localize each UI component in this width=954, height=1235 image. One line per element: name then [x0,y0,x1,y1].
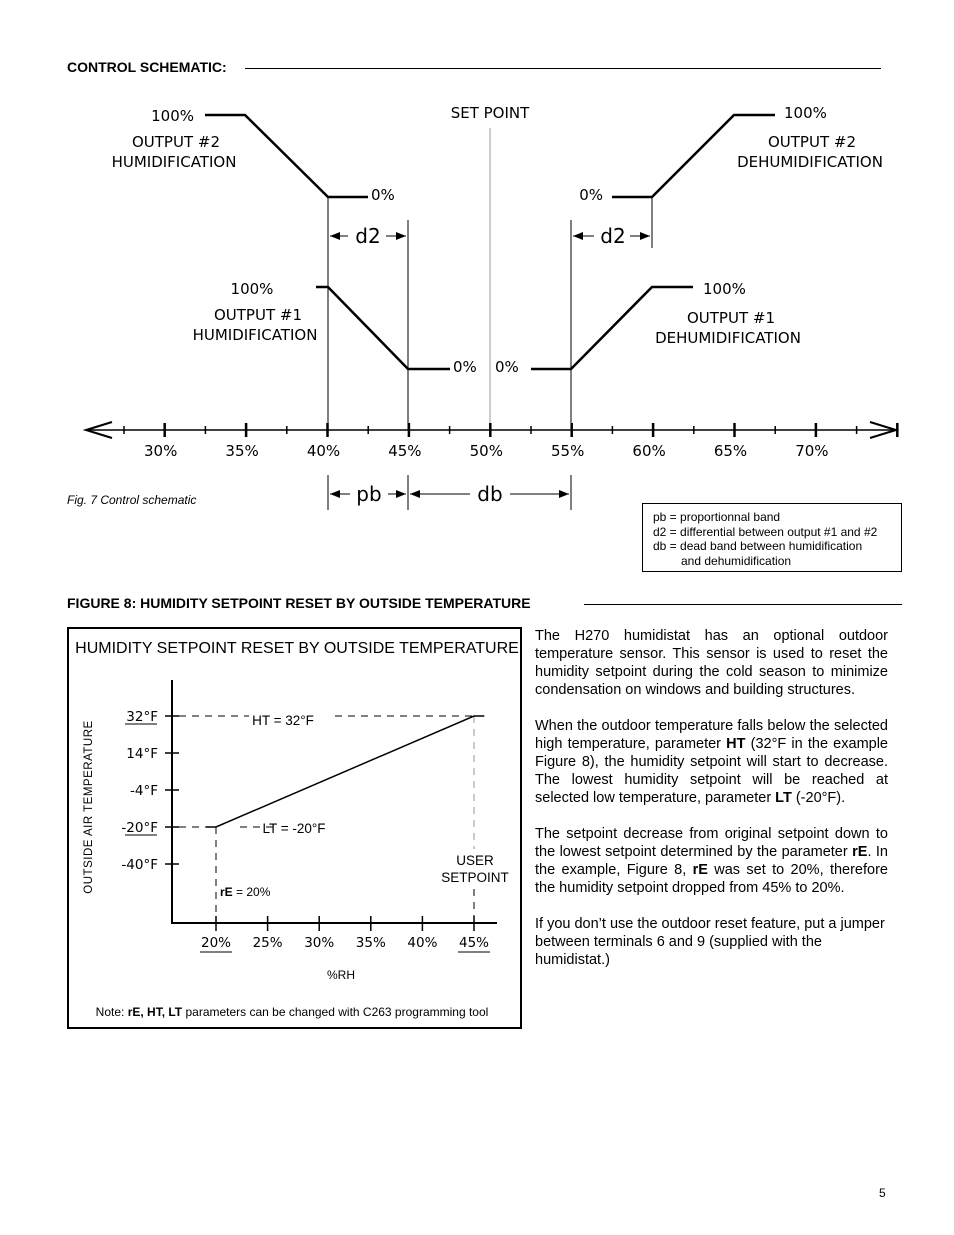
paragraph-4: If you don’t use the outdoor reset feature, put a jumper between terminals 6 and 9 (supplied with the humidistat.) [535,916,885,968]
set-point-label: SET POINT [450,104,530,122]
d2-right-label: d2 [600,224,626,248]
legend-line-pb: pb = proportionnal band [653,510,781,524]
figure8-chart [67,627,522,1029]
dehum2-label2: DEHUMIDIFICATION [737,153,883,171]
section-heading-control-schematic: CONTROL SCHEMATIC: [67,59,227,75]
y-axis-label: OUTSIDE AIR TEMPERATURE [83,720,95,894]
axis-tick-label: 65% [713,442,748,460]
x-tick-label: 25% [252,935,283,951]
d2-left-label: d2 [355,224,381,248]
y-tick-label: 32°F [126,709,158,725]
paragraph-1: The H270 humidistat has an optional outdoor temperature sensor. This sensor is used to reset the humidity setpoint during the cold season to minimize condensation on windows and building structures. [535,628,888,698]
hum1-pct-high: 100% [230,280,274,298]
dehum1-pct-high: 100% [703,280,746,298]
axis-tick-label: 50% [469,442,503,460]
axis-tick-label: 45% [388,442,422,460]
setpoint-label: SETPOINT [441,870,509,885]
hum2-label2: HUMIDIFICATION [111,153,237,171]
paragraph-3: The setpoint decrease from original setpoint down to the lowest setpoint determined by the parameter rE. In the example, Figure 8, rE was set to 20%, therefore the humidity setpoint dropped from 45% to 20%. [535,826,888,896]
legend-line-db-cont: and dehumidification [681,553,792,568]
lt-annotation: LT = -20°F [262,821,326,836]
user-label: USER [456,853,494,868]
legend-line-d2: d2 = differential between output #1 and #2 [653,524,878,539]
hum2-label1: OUTPUT #2 [131,133,221,151]
re-annotation: rE = 20% [220,885,271,899]
axis-tick-label: 60% [632,442,666,460]
control-schematic-diagram [0,0,954,520]
legend-line-db: db = dead band between humidification [653,539,863,553]
x-axis-label: %RH [326,968,356,982]
paragraph-2: When the outdoor temperature falls below the selected high temperature, parameter HT (32°F in the example Figure 8), the humidity setpoint will start to decrease. The lowest humidity setpoint will be reached at selected low temperature, parameter LT (-20°F). [535,718,888,806]
ht-annotation: HT = 32°F [252,713,314,728]
x-tick-label: 20% [200,935,232,951]
chart-note: Note: rE, HT, LT parameters can be changed with C263 programming tool [95,1005,489,1019]
axis-tick-label: 30% [144,442,178,460]
body-text-column [535,627,888,987]
x-tick-label: 40% [407,935,438,951]
dehum1-label1: OUTPUT #1 [686,309,776,327]
pb-label: pb [356,482,382,506]
y-tick-label: 14°F [126,746,158,762]
axis-tick-label: 55% [551,442,585,460]
x-tick-label: 45% [458,935,490,951]
page-number: 5 [879,1186,886,1200]
dehum1-label2: DEHUMIDIFICATION [655,329,801,347]
y-tick-label: -20°F [121,820,158,836]
section-heading-figure8: FIGURE 8: HUMIDITY SETPOINT RESET BY OUTSIDE TEMPERATURE [67,595,531,611]
axis-tick-label: 40% [306,442,341,460]
setpoint-reset-line [206,716,485,827]
hum1-curve [316,287,450,369]
hum1-label2: HUMIDIFICATION [192,326,318,344]
y-tick-label: -4°F [130,783,158,799]
hum2-pct-low: 0% [371,186,395,204]
hum1-label1: OUTPUT #1 [213,306,303,324]
fig7-caption: Fig. 7 Control schematic [67,493,197,507]
heading-rule-2 [584,604,902,605]
dehum2-pct-low: 0% [579,186,603,204]
y-tick-label: -40°F [121,857,158,873]
chart-title: HUMIDITY SETPOINT RESET BY OUTSIDE TEMPERATURE [75,640,519,657]
x-tick-label: 30% [304,935,335,951]
db-label: db [477,482,503,506]
hum2-pct-high: 100% [151,107,194,125]
axis-tick-label: 35% [225,442,259,460]
hum1-pct-low: 0% [453,358,477,376]
dehum2-pct-high: 100% [784,104,827,122]
axis-tick-label: 70% [795,442,829,460]
schematic-legend [642,503,902,572]
dehum1-curve [531,287,693,369]
x-tick-label: 35% [355,935,386,951]
dehum2-label1: OUTPUT #2 [767,133,857,151]
dehum1-pct-low: 0% [495,358,519,376]
